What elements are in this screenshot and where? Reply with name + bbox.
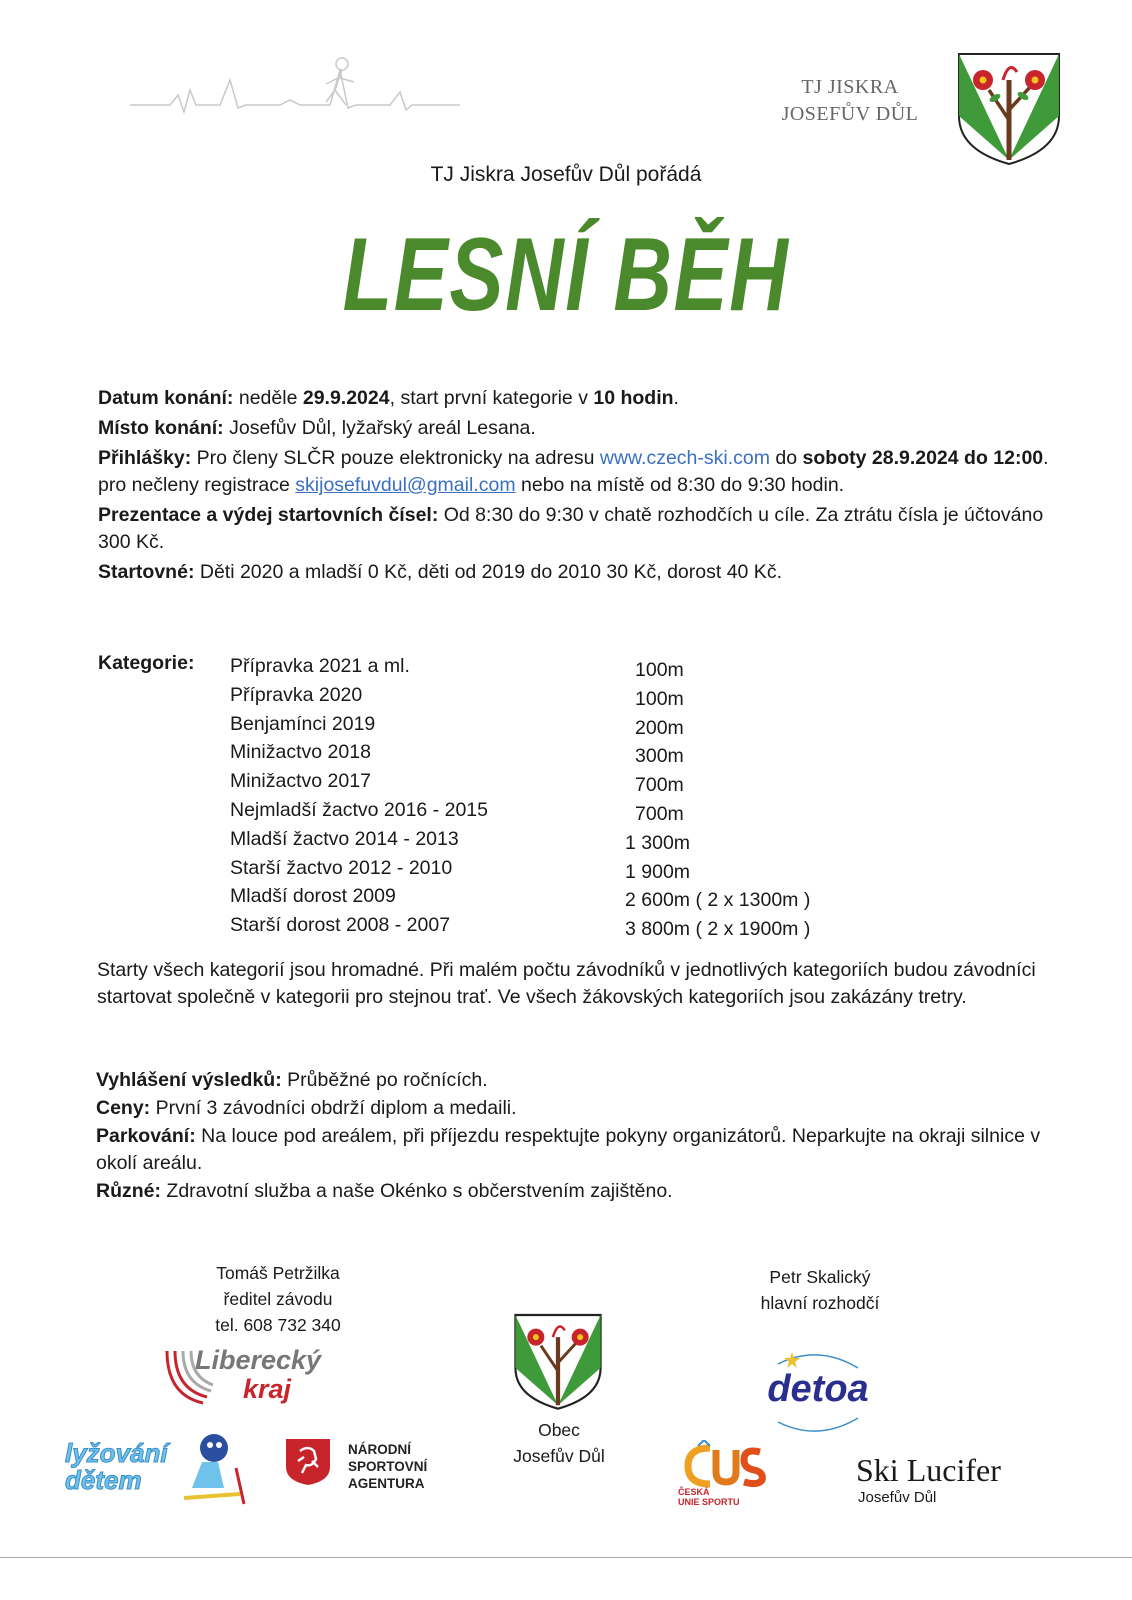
results-label: Vyhlášení výsledků: bbox=[96, 1069, 282, 1091]
presentation-value: Od 8:30 do 9:30 v chatě rozhodčích u cíle. Za ztrátu čísla je účtováno 300 Kč. bbox=[98, 504, 1044, 553]
date-mid: , start první kategorie v bbox=[389, 387, 588, 409]
org-name-line2: JOSEFŮV DŮL bbox=[781, 103, 919, 125]
category-name: Starší dorost 2008 - 2007 bbox=[230, 914, 451, 937]
date-line bbox=[98, 385, 1058, 412]
registration-url-link[interactable]: www.czech-ski.com bbox=[599, 447, 770, 469]
fee-label: Startovné: bbox=[98, 561, 195, 583]
category-name: Benjamínci 2019 bbox=[230, 712, 376, 735]
ski-lucifer-logo-text: Ski Lucifer bbox=[856, 1452, 1001, 1488]
category-distance: 200m bbox=[635, 716, 684, 739]
nsa-line3: AGENTURA bbox=[348, 1476, 425, 1491]
bottom-divider bbox=[0, 1557, 1132, 1558]
category-distance: 300m bbox=[635, 745, 684, 768]
registration-deadline-time: 28.9.2024 do 12:00 bbox=[871, 447, 1044, 469]
fee-line bbox=[98, 559, 1058, 586]
category-name: Přípravka 2020 bbox=[230, 683, 363, 706]
category-distance: 1 300m bbox=[625, 831, 691, 854]
category-name: Mladší dorost 2009 bbox=[230, 885, 396, 908]
category-distances bbox=[625, 656, 925, 944]
director-name: Tomáš Petržilka bbox=[216, 1263, 340, 1283]
nsa-text bbox=[348, 1441, 427, 1492]
runner-sketch-illustration bbox=[130, 50, 460, 130]
misc-line bbox=[96, 1178, 1056, 1205]
nsa-line1: NÁRODNÍ bbox=[348, 1442, 411, 1457]
category-name: Mladší žactvo 2014 - 2013 bbox=[230, 827, 459, 850]
cus-line2: UNIE SPORTU bbox=[678, 1497, 740, 1507]
date-label: Datum konání: bbox=[98, 387, 234, 409]
registration-label: Přihlášky: bbox=[98, 447, 192, 469]
date-value: 29.9.2024 bbox=[302, 387, 390, 409]
org-name-line1: TJ JISKRA bbox=[801, 76, 899, 98]
obec-crest-icon bbox=[512, 1310, 604, 1412]
lyzovani-text: lyžování bbox=[65, 1438, 168, 1468]
obec-line1: Obec bbox=[538, 1420, 580, 1440]
chief-referee-signature bbox=[710, 1264, 930, 1316]
registration-deadline-day: soboty bbox=[802, 447, 867, 469]
categories-label: Kategorie: bbox=[98, 652, 195, 674]
event-info bbox=[98, 385, 1058, 589]
prizes-label: Ceny: bbox=[96, 1097, 151, 1119]
category-distance: 2 600m ( 2 x 1300m ) bbox=[625, 889, 811, 912]
category-names bbox=[230, 652, 610, 940]
nsa-lion-shield-icon bbox=[284, 1437, 332, 1487]
presentation-line bbox=[98, 502, 1058, 556]
results-value: Průběžné po ročnících. bbox=[287, 1069, 488, 1091]
registration-email-link[interactable]: skijosefuvdul@gmail.com bbox=[295, 474, 516, 496]
category-distance: 700m bbox=[635, 802, 684, 825]
referee-role: hlavní rozhodčí bbox=[760, 1293, 880, 1313]
prizes-line bbox=[96, 1095, 1056, 1122]
category-distance: 100m bbox=[635, 687, 684, 710]
parking-value: Na louce pod areálem, při příjezdu respektujte pokyny organizátorů. Neparkujte na okraji silnice v okolí areálu. bbox=[96, 1125, 1041, 1174]
category-name: Minižactvo 2018 bbox=[230, 741, 371, 764]
organizer-line: TJ Jiskra Josefův Důl pořádá bbox=[430, 163, 702, 186]
category-distance: 1 900m bbox=[625, 860, 691, 883]
parking-label: Parkování: bbox=[96, 1125, 196, 1147]
date-end: . bbox=[673, 387, 679, 409]
registration-mid2: . pro nečleny registrace bbox=[98, 447, 1049, 496]
category-distance: 700m bbox=[635, 774, 684, 797]
date-pre: neděle bbox=[238, 387, 298, 409]
place-value: Josefův Důl, lyžařský areál Lesana. bbox=[229, 417, 536, 439]
josefuv-dul-crest-icon bbox=[955, 50, 1063, 166]
registration-end: nebo na místě od 8:30 do 9:30 hodin. bbox=[521, 474, 845, 496]
obec-label bbox=[470, 1417, 648, 1469]
category-name: Minižactvo 2017 bbox=[230, 770, 371, 793]
race-director-signature bbox=[178, 1260, 378, 1338]
kraj-text: kraj bbox=[243, 1374, 292, 1404]
category-name: Starší žactvo 2012 - 2010 bbox=[230, 856, 453, 879]
director-phone: tel. 608 732 340 bbox=[215, 1315, 341, 1335]
registration-pre: Pro členy SLČR pouze elektronicky na adresu bbox=[196, 447, 595, 469]
category-name: Přípravka 2021 a ml. bbox=[230, 655, 410, 677]
cus-text bbox=[678, 1487, 778, 1507]
category-distance: 3 800m ( 2 x 1900m ) bbox=[625, 918, 811, 941]
results-section bbox=[96, 1067, 1056, 1206]
date-hour: 10 hodin bbox=[593, 387, 674, 409]
prizes-value: První 3 závodníci obdrží diplom a medaili. bbox=[155, 1097, 517, 1119]
category-name: Nejmladší žactvo 2016 - 2015 bbox=[230, 798, 488, 821]
results-line bbox=[96, 1067, 1056, 1094]
ski-lucifer-subtitle: Josefův Důl bbox=[858, 1489, 937, 1506]
referee-name: Petr Skalický bbox=[769, 1267, 871, 1287]
starts-paragraph: Starty všech kategorií jsou hromadné. Při malém počtu závodníků v jednotlivých kategoriích budou závodníci startovat společně v kategorii pro stejnou trať. Ve všech žákovských kategoriích jsou zakázány tretry. bbox=[97, 959, 1036, 1008]
cus-line1: ČESKÁ bbox=[678, 1487, 710, 1497]
misc-label: Různé: bbox=[96, 1180, 161, 1202]
fee-value: Děti 2020 a mladší 0 Kč, děti od 2019 do 2010 30 Kč, dorost 40 Kč. bbox=[199, 561, 782, 583]
nsa-line2: SPORTOVNÍ bbox=[348, 1459, 428, 1474]
event-title: LESNÍ BĚH bbox=[342, 217, 790, 333]
detoa-text: detoa bbox=[767, 1368, 869, 1410]
parking-line bbox=[96, 1123, 1056, 1177]
place-line bbox=[98, 415, 1058, 442]
organization-name bbox=[760, 74, 940, 128]
registration-line bbox=[98, 445, 1058, 499]
category-distance: 100m bbox=[635, 659, 684, 681]
detem-text: dětem bbox=[65, 1465, 142, 1495]
liberecky-kraj-text: Liberecký bbox=[195, 1345, 322, 1375]
director-role: ředitel závodu bbox=[223, 1289, 333, 1309]
misc-value: Zdravotní služba a naše Okénko s občerstvením zajištěno. bbox=[166, 1180, 673, 1202]
presentation-label: Prezentace a výdej startovních čísel: bbox=[98, 504, 439, 526]
registration-mid: do bbox=[775, 447, 798, 469]
place-label: Místo konání: bbox=[98, 417, 224, 439]
obec-line2: Josefův Důl bbox=[513, 1446, 605, 1466]
